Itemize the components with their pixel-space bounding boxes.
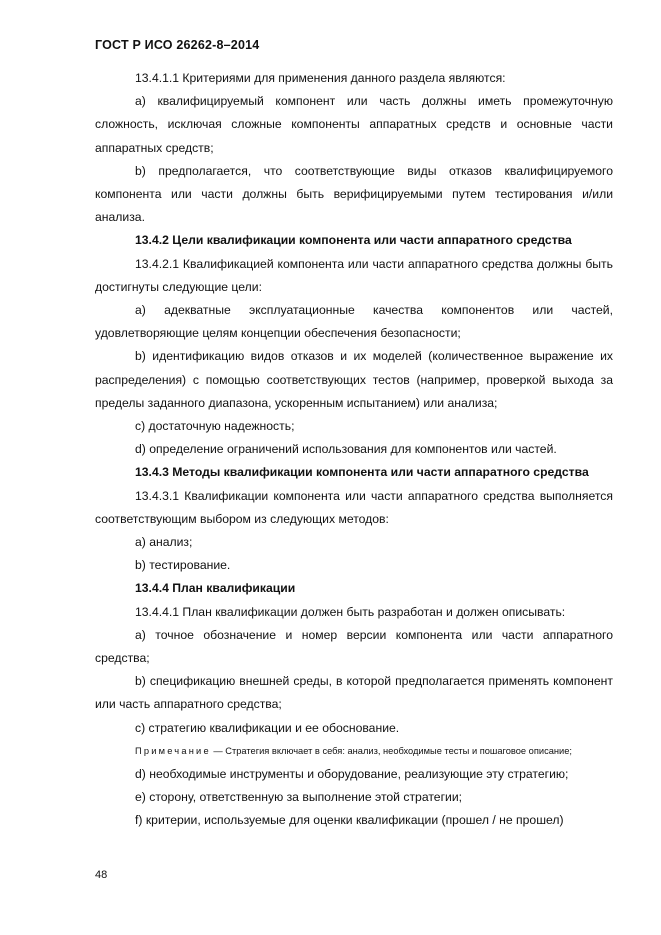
list-item-c: c) достаточную надежность;: [135, 419, 295, 434]
clause-13-4-4-1: 13.4.4.1 План квалификации должен быть разработан и должен описывать:: [135, 604, 566, 619]
list-item-f: f) критерии, используемые для оценки квалификации (прошел / не прошел): [135, 813, 564, 828]
list-item-a: a) квалифицируемый компонент или часть должны иметь промежуточную сложность, исключая сложные компоненты аппаратных средств и основные части аппаратных средств;: [95, 94, 613, 155]
list-item-a: a) анализ;: [135, 535, 193, 550]
list-item-b: b) предполагается, что соответствующие виды отказов квалифицируемого компонента или части должны быть верифицируемыми путем тестирования и/или анализа.: [95, 163, 613, 225]
note-text: — Стратегия включает в себя: анализ, необходимые тесты и пошаговое описание;: [210, 745, 572, 756]
section-heading-13-4-3: 13.4.3 Методы квалификации компонента или части аппаратного средства: [135, 465, 589, 480]
list-item-e: e) сторону, ответственную за выполнение этой стратегии;: [135, 790, 463, 805]
clause-13-4-1-1: 13.4.1.1 Критериями для применения данного раздела являются:: [135, 71, 506, 85]
section-heading-13-4-2: 13.4.2 Цели квалификации компонента или части аппаратного средства: [135, 233, 572, 248]
list-item-b: b) спецификацию внешней среды, в которой предполагается применять компонент или часть аппаратного средства;: [95, 674, 613, 712]
list-item-a: a) адекватные эксплуатационные качества компонентов или частей, удовлетворяющие целям концепции обеспечения безопасности;: [95, 303, 613, 341]
list-item-d: d) необходимые инструменты и оборудование, реализующие эту стратегию;: [135, 766, 569, 781]
document-header: ГОСТ Р ИСО 26262-8–2014: [95, 38, 260, 52]
note: [95, 743, 613, 760]
list-item-b: b) идентификацию видов отказов и их моделей (количественное выражение их распределения) с помощью соответствующих тестов (например, проверкой выхода за пределы заданного диапазона, ускоренным испытанием) или анализа;: [95, 349, 613, 410]
clause-13-4-2-1: 13.4.2.1 Квалификацией компонента или части аппаратного средства должны быть достигнуты следующие цели:: [95, 256, 613, 294]
section-heading-13-4-4: 13.4.4 План квалификации: [135, 581, 296, 596]
clause-13-4-3-1: 13.4.3.1 Квалификации компонента или части аппаратного средства выполняется соответствующим выбором из следующих методов:: [95, 488, 613, 526]
document-body: [95, 67, 613, 833]
note-label: Примечание: [135, 745, 211, 756]
list-item-a: a) точное обозначение и номер версии компонента или части аппаратного средства;: [95, 627, 613, 666]
list-item-b: b) тестирование.: [135, 558, 231, 573]
list-item-c: c) стратегию квалификации и ее обоснование.: [135, 720, 400, 735]
list-item-d: d) определение ограничений использования для компонентов или частей.: [135, 442, 557, 457]
page-number: 48: [95, 869, 108, 881]
